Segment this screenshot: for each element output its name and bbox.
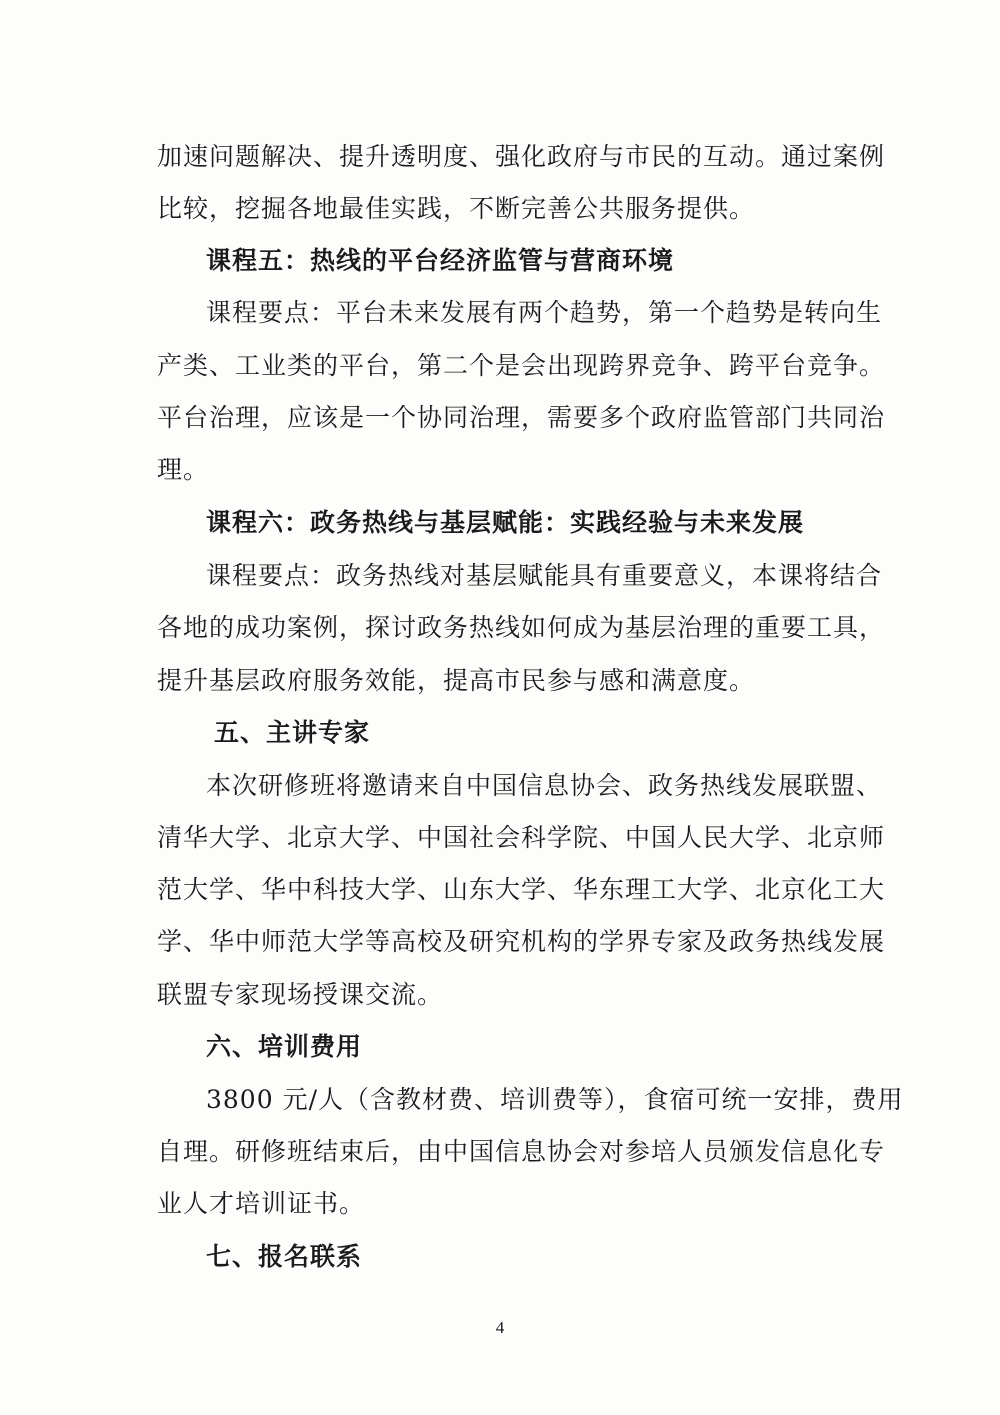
- page-number: 4: [495, 1318, 505, 1337]
- body-line: 范大学、华中科技大学、山东大学、华东理工大学、北京化工大: [157, 875, 886, 904]
- body-line: 平台治理，应该是一个协同治理，需要多个政府监管部门共同治: [157, 403, 886, 432]
- body-line: 学、华中师范大学等高校及研究机构的学界专家及政务热线发展: [157, 927, 886, 956]
- section-five-heading: 五、主讲专家: [214, 718, 371, 747]
- body-line: 产类、工业类的平台，第二个是会出现跨界竞争、跨平台竞争。: [157, 351, 886, 380]
- body-line: 加速问题解决、提升透明度、强化政府与市民的互动。通过案例: [157, 142, 886, 171]
- body-line: 课程要点：平台未来发展有两个趋势，第一个趋势是转向生: [206, 298, 883, 327]
- course-five-heading: 课程五：热线的平台经济监管与营商环境: [206, 246, 675, 275]
- body-line: 比较，挖掘各地最佳实践，不断完善公共服务提供。: [157, 194, 756, 223]
- body-line: 理。: [157, 455, 210, 484]
- body-line: 本次研修班将邀请来自中国信息协会、政务热线发展联盟、: [206, 771, 883, 800]
- body-line: 联盟专家现场授课交流。: [157, 980, 444, 1009]
- body-line: 业人才培训证书。: [157, 1189, 366, 1218]
- body-line: 提升基层政府服务效能，提高市民参与感和满意度。: [157, 666, 756, 695]
- course-six-heading: 课程六：政务热线与基层赋能：实践经验与未来发展: [206, 508, 805, 537]
- section-seven-heading: 七、报名联系: [206, 1242, 363, 1271]
- body-line: 清华大学、北京大学、中国社会科学院、中国人民大学、北京师: [157, 823, 886, 852]
- section-six-heading: 六、培训费用: [206, 1032, 363, 1061]
- body-line: 3800 元/人（含教材费、培训费等），食宿可统一安排，费用: [206, 1085, 904, 1114]
- body-line: 课程要点：政务热线对基层赋能具有重要意义，本课将结合: [206, 561, 883, 590]
- body-line: 自理。研修班结束后，由中国信息协会对参培人员颁发信息化专: [157, 1137, 886, 1166]
- body-line: 各地的成功案例，探讨政务热线如何成为基层治理的重要工具，: [157, 613, 886, 642]
